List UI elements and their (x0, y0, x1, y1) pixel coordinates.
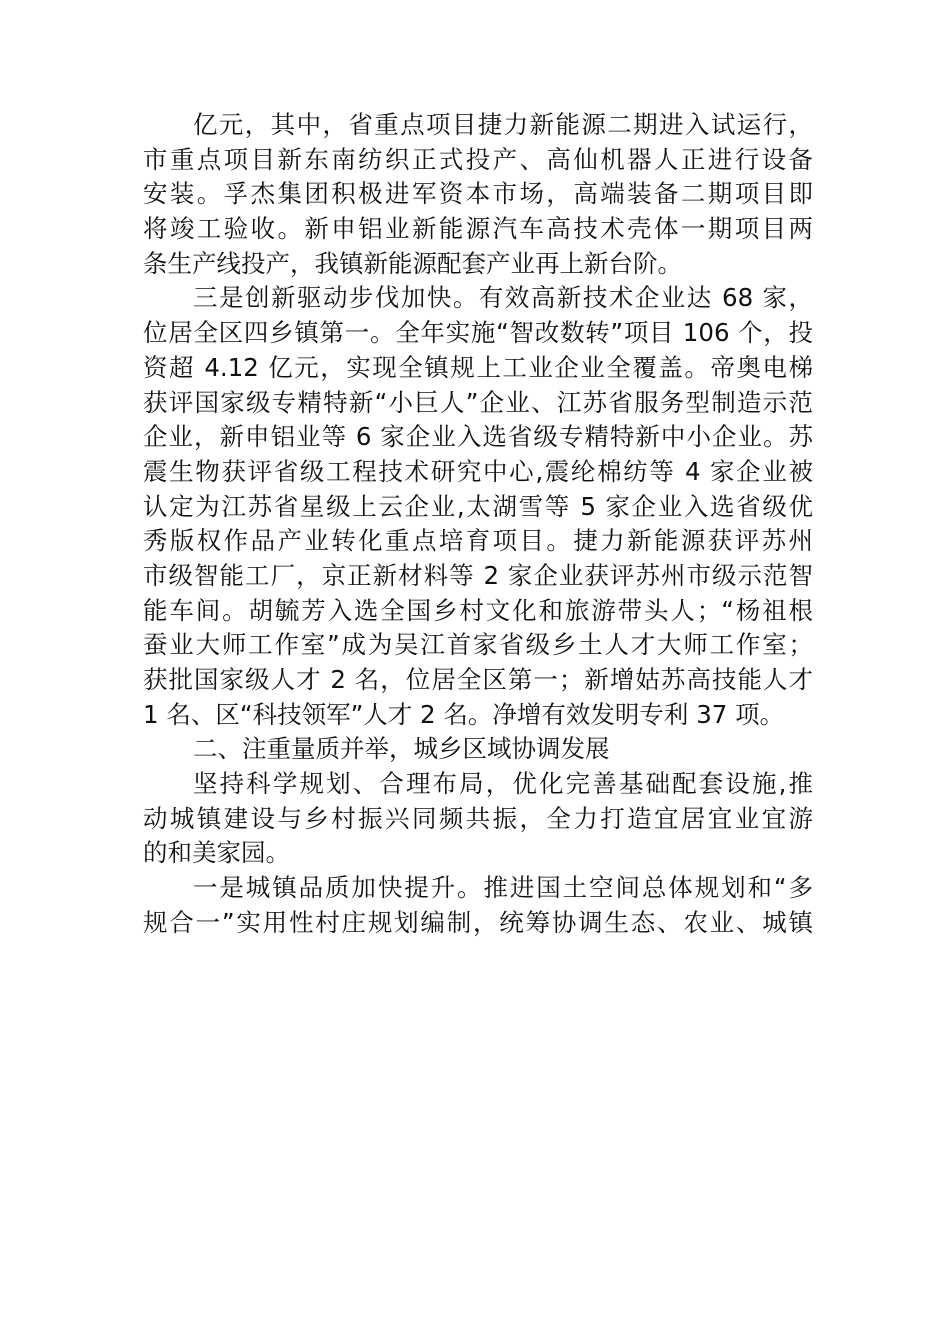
text-line: 位居全区四乡镇第一。全年实施“智改数转”项目 106 个，投 (143, 318, 813, 348)
text-line: 市级智能工厂，京正新材料等 2 家企业获评苏州市级示范智 (143, 560, 813, 590)
text-line: 动城镇建设与乡村振兴同频共振，全力打造宜居宜业宜游 (143, 803, 813, 833)
text-line: 能车间。胡毓芳入选全国乡村文化和旅游带头人；“杨祖根 (143, 595, 813, 625)
text-line: 规合一”实用性村庄规划编制，统筹协调生态、农业、城镇 (143, 907, 813, 937)
document-body (143, 108, 813, 941)
text-line: 坚持科学规划、合理布局，优化完善基础配套设施,推 (193, 769, 813, 799)
text-line: 蚕业大师工作室”成为吴江首家省级乡土人才大师工作室； (143, 630, 813, 660)
text-line: 三是创新驱动步伐加快。有效高新技术企业达 68 家， (193, 283, 813, 313)
text-line: 将竣工验收。新申铝业新能源汽车高技术壳体一期项目两 (143, 214, 813, 244)
text-line: 条生产线投产，我镇新能源配套产业再上新台阶。 (143, 248, 682, 278)
text-line: 的和美家园。 (143, 838, 290, 868)
text-line: 秀版权作品产业转化重点培育项目。捷力新能源获评苏州 (143, 526, 813, 556)
text-line: 企业，新申铝业等 6 家企业入选省级专精特新中小企业。苏 (143, 422, 813, 452)
text-line: 获评国家级专精特新“小巨人”企业、江苏省服务型制造示范 (143, 387, 813, 417)
text-line: 一是城镇品质加快提升。推进国土空间总体规划和“多 (193, 873, 813, 903)
text-line: 二、注重量质并举，城乡区域协调发展 (193, 734, 610, 764)
text-line: 震生物获评省级工程技术研究中心,震纶棉纺等 4 家企业被 (143, 456, 813, 486)
text-line: 亿元，其中，省重点项目捷力新能源二期进入试运行， (193, 110, 813, 139)
text-line: 资超 4.12 亿元，实现全镇规上工业企业全覆盖。帝奥电梯 (143, 352, 813, 382)
text-line: 认定为江苏省星级上云企业,太湖雪等 5 家企业入选省级优 (143, 491, 813, 521)
text-line: 市重点项目新东南纺织正式投产、高仙机器人正进行设备 (143, 144, 813, 174)
text-line: 1 名、区“科技领军”人才 2 名。净增有效发明专利 37 项。 (143, 699, 785, 729)
text-line: 获批国家级人才 2 名，位居全区第一；新增姑苏高技能人才 (143, 665, 813, 694)
text-line: 安装。孚杰集团积极进军资本市场，高端装备二期项目即 (143, 179, 813, 209)
